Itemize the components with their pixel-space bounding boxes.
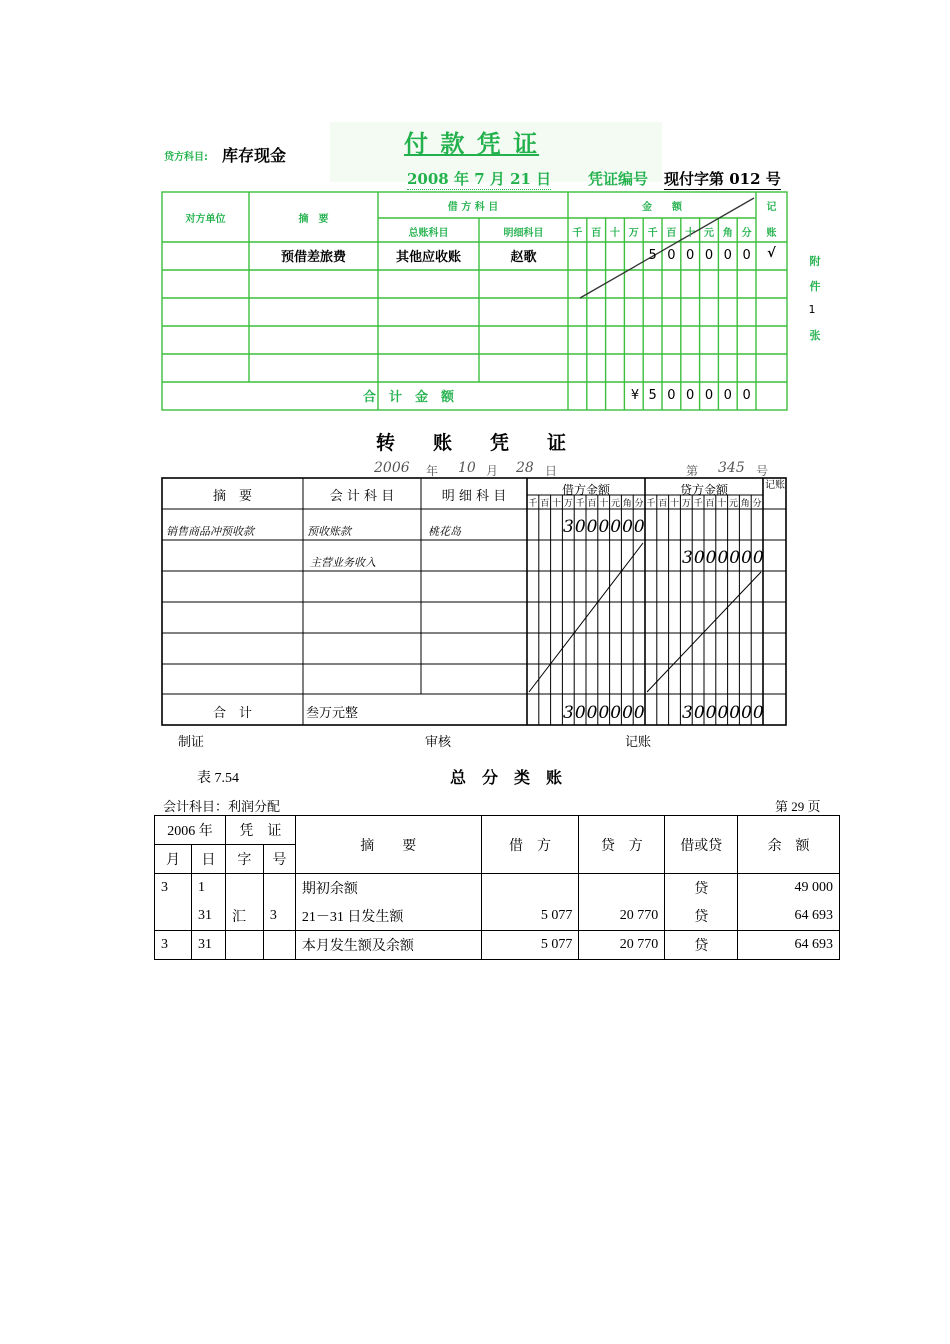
header-detail-account: 明细科目 xyxy=(503,228,544,239)
ledger-cell-day: 31 xyxy=(191,902,225,931)
attachment-char-1: 附 xyxy=(809,255,821,268)
credit-digit-header: 千 xyxy=(646,499,656,509)
digit-header: 分 xyxy=(741,228,752,239)
ledger-table xyxy=(154,815,840,960)
credit-digit-header: 十 xyxy=(669,499,679,509)
tv-row1-summary: 销售商品冲预收款 xyxy=(166,525,254,538)
digit-header: 千 xyxy=(572,228,583,239)
debit-digit-header: 十 xyxy=(599,499,609,509)
attachment-count: 1 xyxy=(808,303,816,316)
tv-header-account: 会 计 科 目 xyxy=(329,489,395,504)
table-row xyxy=(155,874,840,903)
ledger-cell-credit: 20 770 xyxy=(579,931,665,960)
header-summary: 摘 要 xyxy=(298,214,329,225)
ledger-cell-month: 3 xyxy=(155,874,192,903)
ledger-cell-summary: 本月发生额及余额 xyxy=(295,931,481,960)
tv-row2-account: 主营业务收入 xyxy=(310,556,376,569)
ledger-cell-month xyxy=(155,902,192,931)
debit-digit-header: 角 xyxy=(622,499,632,509)
credit-digit-header: 角 xyxy=(740,499,750,509)
ledger-cell-type xyxy=(225,874,263,903)
header-counterparty: 对方单位 xyxy=(185,214,226,225)
debit-digit-header: 分 xyxy=(634,499,644,509)
amount-digit: 0 xyxy=(667,248,676,263)
credit-account-value: 库存现金 xyxy=(222,146,287,165)
ledger-cell-credit xyxy=(579,874,665,903)
transfer-date-year: 2006 xyxy=(374,460,410,476)
credit-digit-header: 百 xyxy=(705,499,715,509)
ledger-header-summary: 摘 要 xyxy=(295,816,481,874)
digit-header: 万 xyxy=(628,228,639,239)
footer-prepared: 制证 xyxy=(178,735,205,750)
header-posted-2: 账 xyxy=(766,228,777,239)
tv-header-debit: 借方金额 xyxy=(561,483,610,497)
debit-digit-header: 百 xyxy=(540,499,550,509)
tv-total-debit: 3000000 xyxy=(563,703,646,723)
row-summary: 预借差旅费 xyxy=(280,250,346,265)
transfer-date-year-unit: 年 xyxy=(426,464,439,478)
digit-header: 十 xyxy=(685,228,696,239)
tv-total-words: 叁万元整 xyxy=(306,706,359,721)
credit-account-label: 贷方科目: xyxy=(164,152,208,163)
footer-reviewed: 审核 xyxy=(425,735,452,750)
total-currency: ¥ xyxy=(630,388,640,403)
debit-digit-header: 千 xyxy=(575,499,585,509)
ledger-page-label: 第 29 页 xyxy=(775,799,821,814)
amount-digit: 0 xyxy=(686,248,695,263)
transfer-date-day: 28 xyxy=(516,460,534,476)
ledger-header-credit: 贷 方 xyxy=(579,816,665,874)
credit-digit-header: 千 xyxy=(693,499,703,509)
table-row xyxy=(155,931,840,960)
ledger-cell-summary: 21－31 日发生额 xyxy=(295,902,481,931)
amount-digit: 0 xyxy=(723,388,732,403)
debit-digit-header: 万 xyxy=(563,499,573,509)
transfer-date-month-unit: 月 xyxy=(486,464,499,478)
voucher-no-value: 现付字第 012 号 xyxy=(664,170,781,188)
payment-voucher-title: 付 款 凭 证 xyxy=(404,130,540,158)
tv-total-label: 合 计 xyxy=(212,706,252,721)
debit-digit-header: 十 xyxy=(551,499,561,509)
debit-digit-header: 元 xyxy=(610,499,620,509)
credit-digit-header: 分 xyxy=(752,499,762,509)
credit-digit-header: 十 xyxy=(717,499,727,509)
ledger-cell-summary: 期初余额 xyxy=(295,874,481,903)
voucher-date: 2008 年 7 月 21 日 xyxy=(407,170,552,188)
ledger-cell-day: 1 xyxy=(191,874,225,903)
tv-row1-debit: 3000000 xyxy=(563,517,646,537)
credit-digit-header: 百 xyxy=(658,499,668,509)
ledger-header-debit: 借 方 xyxy=(481,816,579,874)
digit-header: 角 xyxy=(722,228,733,239)
transfer-voucher-title: 转 账 凭 证 xyxy=(376,432,567,454)
ledger-header-month: 月 xyxy=(155,845,192,874)
ledger-cell-dc: 贷 xyxy=(665,874,738,903)
ledger-header-dc: 借或贷 xyxy=(665,816,738,874)
header-posted: 记 xyxy=(766,202,777,213)
tv-header-credit: 贷方金额 xyxy=(679,483,728,497)
ledger-cell-number: 3 xyxy=(263,902,295,931)
digit-header: 千 xyxy=(647,228,658,239)
digit-header: 十 xyxy=(609,228,620,239)
ledger-cell-dc: 贷 xyxy=(665,902,738,931)
tv-row1-account: 预收账款 xyxy=(307,525,351,538)
ledger-header-number: 号 xyxy=(263,845,295,874)
tv-total-credit: 3000000 xyxy=(682,703,765,723)
ledger-account-label: 会计科目：利润分配 xyxy=(163,800,281,815)
ledger-header-row-1 xyxy=(155,816,840,845)
tv-header-detail: 明 细 科 目 xyxy=(441,489,507,504)
credit-digit-header: 元 xyxy=(728,499,738,509)
ledger-header-voucher: 凭 证 xyxy=(225,816,295,845)
ledger-cell-debit: 5 077 xyxy=(481,931,579,960)
transfer-no-prefix: 第 xyxy=(686,464,699,478)
transfer-date-month: 10 xyxy=(458,460,476,476)
tv-row1-detail: 桃花岛 xyxy=(428,525,461,538)
total-label: 合 计 金 额 xyxy=(362,390,454,405)
tv-row2-credit: 3000000 xyxy=(682,548,765,568)
ledger-cell-type: 汇 xyxy=(225,902,263,931)
tv-header-summary: 摘 要 xyxy=(212,489,252,504)
ledger-cell-debit: 5 077 xyxy=(481,902,579,931)
tv-header-posted: 记账 xyxy=(765,480,785,491)
amount-digit: 0 xyxy=(704,388,714,403)
row-detail-account: 赵歌 xyxy=(510,250,537,265)
ledger-cell-debit xyxy=(481,874,579,903)
transfer-no-suffix: 号 xyxy=(756,464,769,478)
digit-header: 百 xyxy=(591,228,602,239)
transfer-date-day-unit: 日 xyxy=(545,464,558,478)
footer-posted: 记账 xyxy=(625,735,652,750)
attachment-char-3: 张 xyxy=(809,329,821,342)
digit-header: 百 xyxy=(666,228,677,239)
voucher-no-label: 凭证编号 xyxy=(588,170,649,188)
debit-digit-header: 百 xyxy=(587,499,597,509)
ledger-cell-credit: 20 770 xyxy=(579,902,665,931)
ledger-cell-day: 31 xyxy=(191,931,225,960)
amount-digit: 0 xyxy=(723,248,732,263)
header-amount: 金 额 xyxy=(642,202,682,213)
row-general-account: 其他应收账 xyxy=(395,250,461,265)
credit-digit-header: 万 xyxy=(681,499,691,509)
amount-digit: 5 xyxy=(648,388,657,403)
header-debit-accounts: 借 方 科 目 xyxy=(447,202,499,213)
amount-digit: 0 xyxy=(742,248,751,263)
ledger-header-day: 日 xyxy=(191,845,225,874)
amount-digit: 0 xyxy=(667,388,676,403)
attachment-char-2: 件 xyxy=(809,280,821,293)
row-posted-check: √ xyxy=(767,246,776,261)
ledger-table-no: 表 7.54 xyxy=(197,771,239,786)
ledger-cell-dc: 贷 xyxy=(665,931,738,960)
ledger-cell-balance: 64 693 xyxy=(738,902,840,931)
ledger-cell-month: 3 xyxy=(155,931,192,960)
ledger-cell-number xyxy=(263,931,295,960)
transfer-no-value: 345 xyxy=(718,460,745,476)
amount-digit: 0 xyxy=(704,248,714,263)
ledger-header-year: 2006 年 xyxy=(155,816,226,845)
ledger-cell-number xyxy=(263,874,295,903)
ledger-header-balance: 余 额 xyxy=(738,816,840,874)
header-general-account: 总账科目 xyxy=(408,228,449,239)
amount-digit: 0 xyxy=(686,388,695,403)
amount-digit: 5 xyxy=(648,248,657,263)
ledger-cell-balance: 64 693 xyxy=(738,931,840,960)
ledger-cell-balance: 49 000 xyxy=(738,874,840,903)
ledger-header-type: 字 xyxy=(225,845,263,874)
amount-digit: 0 xyxy=(742,388,751,403)
debit-digit-header: 千 xyxy=(528,499,538,509)
table-row xyxy=(155,902,840,931)
ledger-cell-type xyxy=(225,931,263,960)
ledger-title: 总 分 类 账 xyxy=(450,768,563,787)
digit-header: 元 xyxy=(703,228,714,239)
